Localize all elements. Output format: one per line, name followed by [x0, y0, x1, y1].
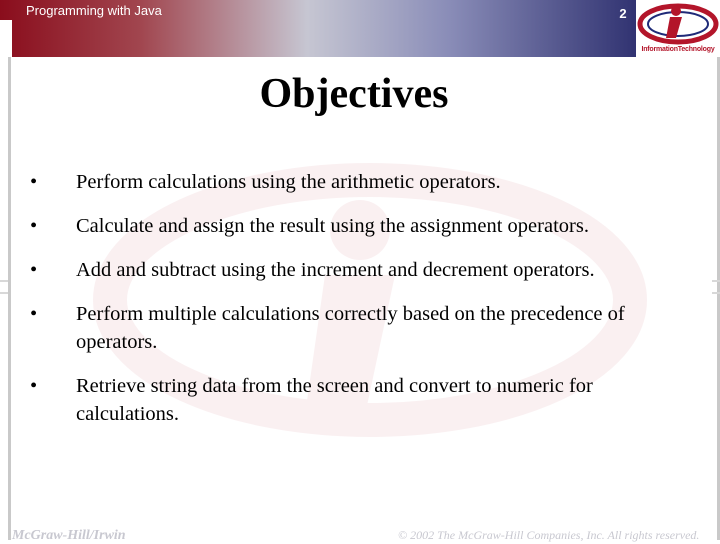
bullet-text: Perform multiple calculations correctly based on the precedence of operators.	[76, 303, 625, 353]
frame-tick	[712, 280, 720, 282]
bullet-list	[30, 168, 700, 444]
bullet-dot: •	[30, 375, 38, 397]
bullet-dot: •	[30, 259, 38, 281]
frame-tick	[0, 292, 8, 294]
bullet-dot: •	[30, 215, 38, 237]
frame-tick	[0, 280, 8, 282]
course-title: Programming with Java	[26, 3, 162, 18]
bullet-dot: •	[30, 303, 38, 325]
footer-publisher: McGraw-Hill/Irwin	[12, 528, 126, 543]
bullet-text: Add and subtract using the increment and decrement operators.	[76, 259, 595, 281]
bullet-item	[30, 168, 700, 196]
bullet-text: Calculate and assign the result using the assignment operators.	[76, 215, 589, 237]
header-left-strip	[0, 20, 12, 57]
bullet-item	[30, 300, 700, 356]
logo-caption: InformationTechnology	[641, 46, 715, 53]
footer-copyright: © 2002 The McGraw-Hill Companies, Inc. All rights reserved.	[398, 528, 700, 542]
bullet-text: Retrieve string data from the screen and convert to numeric for calculations.	[76, 375, 593, 425]
left-frame-line	[8, 57, 11, 540]
slide-title: Objectives	[259, 71, 449, 117]
slide-number: 2	[619, 6, 627, 21]
bullet-dot: •	[30, 171, 38, 193]
bullet-item	[30, 212, 700, 240]
frame-tick	[712, 292, 720, 294]
bullet-item	[30, 372, 700, 428]
bullet-text: Perform calculations using the arithmetic operators.	[76, 171, 501, 193]
bullet-item	[30, 256, 700, 284]
